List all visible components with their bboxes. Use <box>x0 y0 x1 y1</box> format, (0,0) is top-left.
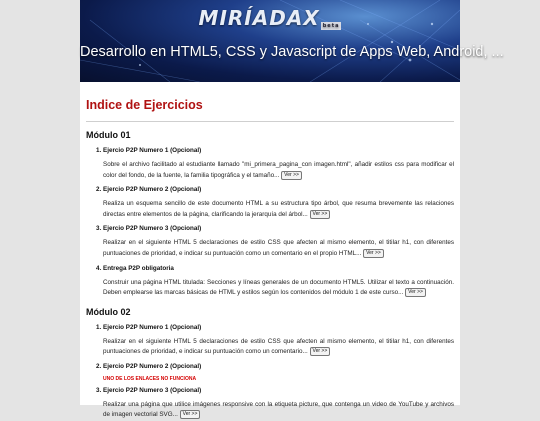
divider <box>86 121 454 122</box>
exercise-description <box>86 400 454 421</box>
ver-button[interactable]: Ver >> <box>310 210 331 219</box>
main-content <box>80 82 460 421</box>
exercise-title: 3. Ejercio P2P Numero 3 (Opcional) <box>103 225 202 233</box>
exercise-item <box>103 387 454 421</box>
warning-notice: UNO DE LOS ENLACES NO FUNCIONA <box>103 375 197 382</box>
exercise-title: 1. Ejercio P2P Numero 1 (Opcional) <box>103 147 202 154</box>
page-container <box>80 0 504 419</box>
ver-button[interactable]: Ver >> <box>310 347 331 356</box>
logo-text: MIRÍADAX <box>198 6 320 30</box>
exercise-description <box>86 160 454 181</box>
ver-button[interactable]: Ver >> <box>363 249 384 258</box>
exercise-item <box>103 265 454 299</box>
logo-tag: beta <box>322 23 340 29</box>
exercise-item <box>103 363 454 382</box>
module-heading: Módulo 01 <box>86 130 131 140</box>
exercise-title: 2. Ejercio P2P Numero 2 (Opcional) <box>103 186 202 194</box>
exercise-description <box>86 278 454 299</box>
description-text: Realizar en el siguiente HTML 5 declaraciones de estilo CSS que afecten al mismo elemento, el titilar h1, con diferentes puntuaciones de prioridad, e indicar su puntuación como un comentario en el propio HTML... <box>103 239 454 258</box>
exercise-title: 3. Ejercio P2P Numero 3 (Opcional) <box>103 386 202 394</box>
exercise-title: 1. Ejercio P2P Numero 1 (Opcional) <box>103 323 202 331</box>
module-heading: Módulo 02 <box>86 306 131 317</box>
exercise-description <box>86 199 454 220</box>
exercise-item <box>103 324 454 358</box>
description-text: Realiza un esquema sencillo de este documento HTML a su estructura tipo árbol, que resuma brevemente las relaciones directas entre elementos de la página, clarificando la jerarquía del árbol... <box>103 200 454 218</box>
exercise-description <box>86 238 454 259</box>
description-text: Construir una página HTML titulada: Secciones y líneas generales de un documento HTML5. Utilizar el texto a continuación. Deben emplearse las marcas básicas de HTML y estilos según los contenidos del módulo 1 de este curso... <box>103 278 454 297</box>
ver-button[interactable]: Ver >> <box>180 410 201 419</box>
exercise-item <box>103 147 454 181</box>
exercise-item <box>103 186 454 220</box>
exercise-title: 4. Entrega P2P obligatoria <box>103 264 174 272</box>
ver-button[interactable]: Ver >> <box>281 171 302 180</box>
description-text: Realizar en el siguiente HTML 5 declaraciones de estilo CSS que afecten al mismo elemento, el titilar h1, con diferentes puntuaciones de prioridad, e indicar su puntuación como un comentario... <box>103 337 454 356</box>
miriadax-logo[interactable] <box>80 6 460 30</box>
exercise-title: 2. Ejercio P2P Numero 2 (Opcional) <box>103 362 202 370</box>
exercise-item <box>103 225 454 259</box>
exercise-list <box>86 147 454 299</box>
page-title: Indice de Ejercicios <box>86 98 203 112</box>
header-banner <box>80 0 504 82</box>
exercise-description <box>86 337 454 358</box>
exercise-list <box>86 324 454 421</box>
course-title: Desarrollo en HTML5, CSS y Javascript de Apps Web, Android, ... <box>80 44 504 60</box>
ver-button[interactable]: Ver >> <box>405 288 426 297</box>
description-text: Sobre el archivo facilitado al estudiante llamado "mi_primera_pagina_con imagen.html", añadir estilos css para modificar el color del fondo, de la fuente, la familia tipográfica y el tamaño... <box>103 161 454 179</box>
description-text: Realizar una página que utilice imágenes responsive con la etiqueta picture, que contenga un video de YouTube y archivos de imagen vectorial SVG... <box>103 400 454 419</box>
